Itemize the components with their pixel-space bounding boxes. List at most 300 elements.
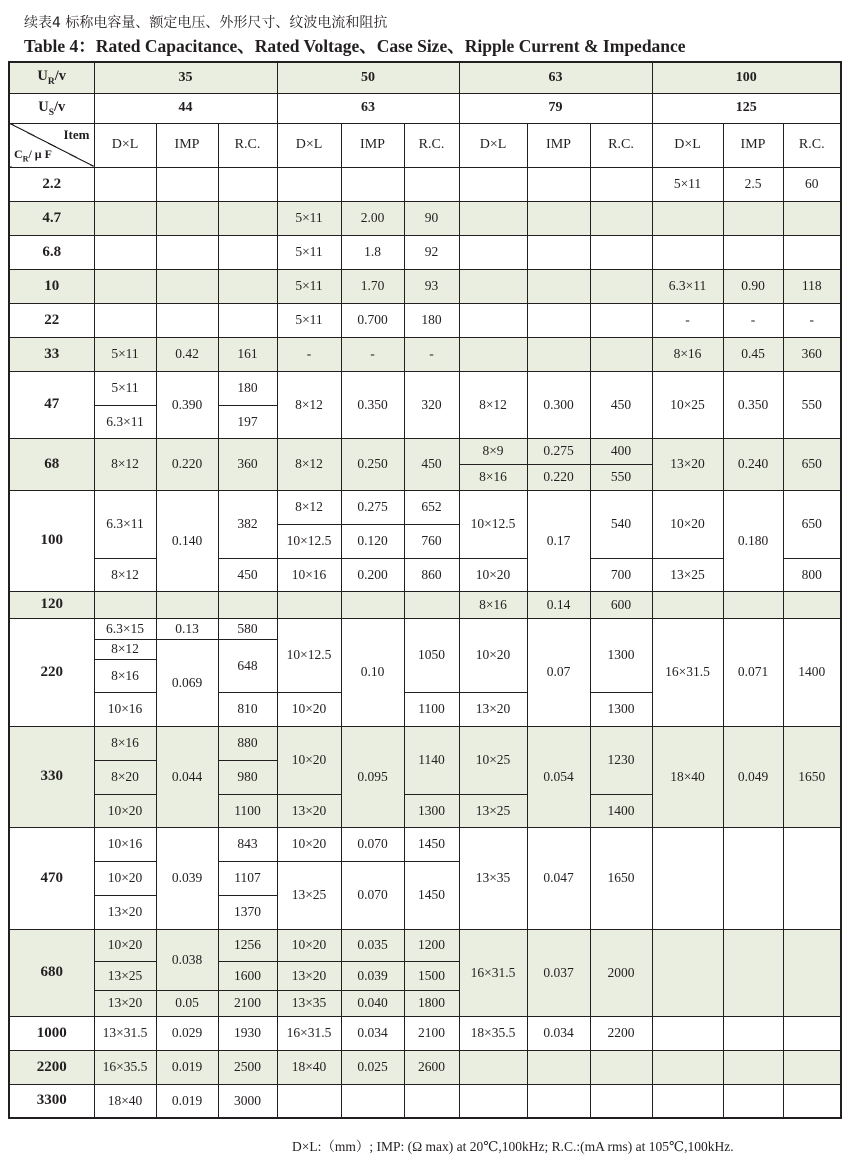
cell <box>218 269 277 303</box>
table-row <box>9 371 841 405</box>
cell <box>156 303 218 337</box>
cell: 13×35 <box>277 990 341 1016</box>
col-imp: IMP <box>156 123 218 167</box>
cell: 13×25 <box>94 961 156 990</box>
capacitance-cell: 120 <box>9 591 94 618</box>
cell: 8×12 <box>94 639 156 659</box>
cell: 1300 <box>404 794 459 827</box>
cell: 8×12 <box>277 490 341 524</box>
cell: 0.039 <box>341 961 404 990</box>
cell: 13×25 <box>459 794 527 827</box>
cell: 2200 <box>590 1016 652 1050</box>
cell <box>94 591 156 618</box>
cell <box>156 591 218 618</box>
voltage-100: 100 <box>652 62 841 93</box>
col-imp: IMP <box>341 123 404 167</box>
cell: 0.300 <box>527 371 590 438</box>
cell: 1450 <box>404 861 459 929</box>
col-rc: R.C. <box>783 123 841 167</box>
cell: - <box>723 303 783 337</box>
cell <box>156 201 218 235</box>
cell: 18×35.5 <box>459 1016 527 1050</box>
cell: 1450 <box>404 827 459 861</box>
cell: 880 <box>218 726 277 760</box>
table-title-english: Table 4：Rated Capacitance、Rated Voltage、Case Size、Ripple Current & Impedance <box>24 36 686 56</box>
cell <box>783 1084 841 1118</box>
cell: 0.390 <box>156 371 218 438</box>
cell <box>652 235 723 269</box>
cell: 450 <box>404 438 459 490</box>
surge-voltage-125: 125 <box>652 93 841 123</box>
cell: 8×16 <box>459 591 527 618</box>
cell: 980 <box>218 760 277 794</box>
cell: 1050 <box>404 618 459 692</box>
cell <box>590 1084 652 1118</box>
cell: 540 <box>590 490 652 558</box>
cell <box>94 303 156 337</box>
cell <box>277 167 341 201</box>
cell <box>218 235 277 269</box>
cell: 13×20 <box>277 794 341 827</box>
cell: 650 <box>783 438 841 490</box>
cell <box>652 1050 723 1084</box>
cell <box>459 201 527 235</box>
table-row <box>9 269 841 303</box>
cell: - <box>404 337 459 371</box>
cell: 8×20 <box>94 760 156 794</box>
cell <box>527 167 590 201</box>
cell <box>723 827 783 929</box>
cell <box>723 1016 783 1050</box>
table-row <box>9 1084 841 1118</box>
cell <box>156 269 218 303</box>
cell: 1107 <box>218 861 277 895</box>
capacitance-cell: 680 <box>9 929 94 1016</box>
cell: 0.029 <box>156 1016 218 1050</box>
cell: 8×16 <box>94 659 156 692</box>
cell: 1256 <box>218 929 277 961</box>
cell: 8×12 <box>94 558 156 591</box>
cell <box>404 167 459 201</box>
cell: 0.044 <box>156 726 218 827</box>
capacitance-cell: 3300 <box>9 1084 94 1118</box>
cell: 1.70 <box>341 269 404 303</box>
cell: 8×16 <box>652 337 723 371</box>
cell: 10×20 <box>652 490 723 558</box>
cell: 13×31.5 <box>94 1016 156 1050</box>
table-row <box>9 591 841 618</box>
cell <box>527 337 590 371</box>
cell <box>590 167 652 201</box>
cell: 400 <box>590 438 652 464</box>
cell <box>723 591 783 618</box>
table-row <box>9 558 841 591</box>
surge-voltage-label: $U_S/v$ <box>9 93 94 123</box>
cell <box>723 235 783 269</box>
cell: 180 <box>218 371 277 405</box>
cell: 450 <box>218 558 277 591</box>
cell: 650 <box>783 490 841 558</box>
cell <box>783 827 841 929</box>
cell: 5×11 <box>277 303 341 337</box>
cell: 0.095 <box>341 726 404 827</box>
col-dxl: D×L <box>277 123 341 167</box>
cell: 5×11 <box>277 269 341 303</box>
cell: 8×9 <box>459 438 527 464</box>
cell: 5×11 <box>94 371 156 405</box>
cell: 580 <box>218 618 277 639</box>
cell <box>459 235 527 269</box>
table-row <box>9 618 841 639</box>
cell: 1100 <box>404 692 459 726</box>
cell <box>459 1084 527 1118</box>
cell: 600 <box>590 591 652 618</box>
cell: 13×35 <box>459 827 527 929</box>
cell: 10×20 <box>94 861 156 895</box>
voltage-63: 63 <box>459 62 652 93</box>
cell: 0.070 <box>341 861 404 929</box>
cell: 10×12.5 <box>277 618 341 692</box>
cell: 760 <box>404 524 459 558</box>
cell <box>218 201 277 235</box>
cell: 13×25 <box>277 861 341 929</box>
cell <box>218 303 277 337</box>
cell: 2.5 <box>723 167 783 201</box>
cell: 6.3×11 <box>94 405 156 438</box>
capacitance-cell: 220 <box>9 618 94 726</box>
capacitance-cell: 68 <box>9 438 94 490</box>
cell: 0.025 <box>341 1050 404 1084</box>
cell <box>527 1084 590 1118</box>
table-row <box>9 201 841 235</box>
capacitance-cell: 1000 <box>9 1016 94 1050</box>
cell <box>590 1050 652 1084</box>
cell <box>459 167 527 201</box>
cell <box>590 337 652 371</box>
cell: 8×12 <box>277 371 341 438</box>
cell: 0.069 <box>156 639 218 726</box>
cell <box>459 269 527 303</box>
cell <box>218 591 277 618</box>
table-row <box>9 235 841 269</box>
cell <box>341 167 404 201</box>
cell: 360 <box>218 438 277 490</box>
table-row <box>9 438 841 464</box>
cell: 118 <box>783 269 841 303</box>
cell <box>527 235 590 269</box>
cell: 13×25 <box>652 558 723 591</box>
units-footnote: D×L:（mm）; IMP: (Ω max) at 20℃,100kHz; R.C.:(mA rms) at 105℃,100kHz. <box>292 1139 734 1154</box>
col-dxl: D×L <box>652 123 723 167</box>
cell <box>459 337 527 371</box>
cell: 0.070 <box>341 827 404 861</box>
cell: 0.047 <box>527 827 590 929</box>
cell: 5×11 <box>277 201 341 235</box>
cell <box>783 1050 841 1084</box>
cell: 1140 <box>404 726 459 794</box>
table-row <box>9 1050 841 1084</box>
table-row <box>9 827 841 861</box>
col-imp: IMP <box>527 123 590 167</box>
cell: 0.038 <box>156 929 218 990</box>
cell: 0.034 <box>341 1016 404 1050</box>
cell <box>527 1050 590 1084</box>
cell <box>783 1016 841 1050</box>
cell: 1600 <box>218 961 277 990</box>
cell <box>459 303 527 337</box>
cell <box>527 269 590 303</box>
surge-voltage-63: 63 <box>277 93 459 123</box>
cell <box>459 1050 527 1084</box>
cell: 0.45 <box>723 337 783 371</box>
cell: 13×20 <box>94 895 156 929</box>
cell: 2100 <box>404 1016 459 1050</box>
capacitance-cell: 100 <box>9 490 94 591</box>
capacitance-cell: 2200 <box>9 1050 94 1084</box>
item-label: Item <box>63 126 90 142</box>
cell: 0.350 <box>341 371 404 438</box>
cell: 8×12 <box>277 438 341 490</box>
col-rc: R.C. <box>218 123 277 167</box>
cell: 0.019 <box>156 1084 218 1118</box>
cell: 360 <box>783 337 841 371</box>
cell: 5×11 <box>652 167 723 201</box>
cell: 1.8 <box>341 235 404 269</box>
cell: 1200 <box>404 929 459 961</box>
capacitance-cell: 33 <box>9 337 94 371</box>
cell: 648 <box>218 639 277 692</box>
cell: 6.3×11 <box>652 269 723 303</box>
cell <box>404 1084 459 1118</box>
cell: 1100 <box>218 794 277 827</box>
capacitance-cell: 47 <box>9 371 94 438</box>
cell: 320 <box>404 371 459 438</box>
cell: 0.350 <box>723 371 783 438</box>
voltage-50: 50 <box>277 62 459 93</box>
capacitor-spec-table <box>8 61 842 1119</box>
capacitance-cell: 2.2 <box>9 167 94 201</box>
cell <box>590 201 652 235</box>
cell: 10×16 <box>277 558 341 591</box>
cell: 0.275 <box>341 490 404 524</box>
cell: 18×40 <box>652 726 723 827</box>
cell <box>590 303 652 337</box>
cell <box>341 591 404 618</box>
cell <box>404 591 459 618</box>
table-row <box>9 337 841 371</box>
cell: 6.3×11 <box>94 490 156 558</box>
cell: 1500 <box>404 961 459 990</box>
cell: 5×11 <box>277 235 341 269</box>
capacitance-unit-label: $C_R/$ μ F <box>14 147 52 164</box>
cell: 2600 <box>404 1050 459 1084</box>
cell: 0.05 <box>156 990 218 1016</box>
cell: 1650 <box>783 726 841 827</box>
cell: 10×16 <box>94 827 156 861</box>
cell: 0.180 <box>723 490 783 591</box>
cell <box>652 827 723 929</box>
table-row <box>9 929 841 961</box>
cell <box>783 591 841 618</box>
cell: 0.120 <box>341 524 404 558</box>
cell <box>341 1084 404 1118</box>
cell: 16×35.5 <box>94 1050 156 1084</box>
cell: 10×20 <box>277 827 341 861</box>
cell: 10×20 <box>94 929 156 961</box>
cell <box>652 201 723 235</box>
cell: - <box>783 303 841 337</box>
cell: 0.17 <box>527 490 590 591</box>
rated-voltage-label: $U_R/v$ <box>9 62 94 93</box>
capacitance-cell: 470 <box>9 827 94 929</box>
col-rc: R.C. <box>590 123 652 167</box>
cell <box>590 269 652 303</box>
cell: 8×16 <box>94 726 156 760</box>
cell: 18×40 <box>277 1050 341 1084</box>
cell <box>94 235 156 269</box>
cell: 2.00 <box>341 201 404 235</box>
cell: 860 <box>404 558 459 591</box>
cell: 1800 <box>404 990 459 1016</box>
col-imp: IMP <box>723 123 783 167</box>
cell: 800 <box>783 558 841 591</box>
cell <box>723 1050 783 1084</box>
capacitance-cell: 10 <box>9 269 94 303</box>
cell: 13×20 <box>652 438 723 490</box>
cell: 0.220 <box>156 438 218 490</box>
cell: 10×20 <box>459 618 527 692</box>
cell: 1300 <box>590 618 652 692</box>
cell: 8×12 <box>459 371 527 438</box>
cell: 10×25 <box>459 726 527 794</box>
capacitance-cell: 330 <box>9 726 94 827</box>
cell: 2100 <box>218 990 277 1016</box>
cell: 16×31.5 <box>652 618 723 726</box>
item-capacitance-corner <box>9 123 94 167</box>
cell <box>723 929 783 1016</box>
cell: - <box>652 303 723 337</box>
cell: 2000 <box>590 929 652 1016</box>
cell: 0.250 <box>341 438 404 490</box>
cell <box>277 1084 341 1118</box>
cell: 1230 <box>590 726 652 794</box>
cell <box>783 201 841 235</box>
cell: 92 <box>404 235 459 269</box>
cell <box>723 201 783 235</box>
cell: 13×20 <box>94 990 156 1016</box>
cell: 0.049 <box>723 726 783 827</box>
cell: - <box>341 337 404 371</box>
column-header-row <box>9 123 841 167</box>
cell <box>783 235 841 269</box>
table-row <box>9 303 841 337</box>
cell: 0.42 <box>156 337 218 371</box>
capacitance-cell: 22 <box>9 303 94 337</box>
cell: 0.019 <box>156 1050 218 1084</box>
cell: 16×31.5 <box>277 1016 341 1050</box>
cell: 1400 <box>783 618 841 726</box>
cell: 0.054 <box>527 726 590 827</box>
cell <box>94 269 156 303</box>
cell <box>527 303 590 337</box>
cell: 0.035 <box>341 929 404 961</box>
cell: 0.039 <box>156 827 218 929</box>
cell: 93 <box>404 269 459 303</box>
col-dxl: D×L <box>94 123 156 167</box>
cell: 1650 <box>590 827 652 929</box>
cell: 0.14 <box>527 591 590 618</box>
cell: 0.200 <box>341 558 404 591</box>
cell: 18×40 <box>94 1084 156 1118</box>
cell <box>218 167 277 201</box>
cell: 8×12 <box>94 438 156 490</box>
cell: 197 <box>218 405 277 438</box>
cell: 810 <box>218 692 277 726</box>
cell: 10×12.5 <box>459 490 527 558</box>
cell: 13×20 <box>459 692 527 726</box>
cell <box>156 235 218 269</box>
cell: 0.071 <box>723 618 783 726</box>
cell: 10×20 <box>459 558 527 591</box>
cell: 13×20 <box>277 961 341 990</box>
table-row <box>9 167 841 201</box>
cell: 0.140 <box>156 490 218 591</box>
cell <box>590 235 652 269</box>
cell: 843 <box>218 827 277 861</box>
table-title-chinese: 续表4 标称电容量、额定电压、外形尺寸、纹波电流和阻抗 <box>24 15 388 31</box>
voltage-35: 35 <box>94 62 277 93</box>
cell: 1300 <box>590 692 652 726</box>
cell <box>652 1084 723 1118</box>
cell: 2500 <box>218 1050 277 1084</box>
table-row <box>9 726 841 760</box>
cell: 16×31.5 <box>459 929 527 1016</box>
cell: 450 <box>590 371 652 438</box>
cell: 10×25 <box>652 371 723 438</box>
cell <box>783 929 841 1016</box>
col-dxl: D×L <box>459 123 527 167</box>
cell: 652 <box>404 490 459 524</box>
cell <box>94 167 156 201</box>
surge-voltage-79: 79 <box>459 93 652 123</box>
cell: 1370 <box>218 895 277 929</box>
cell: 550 <box>783 371 841 438</box>
rated-voltage-row <box>9 62 841 93</box>
cell <box>156 167 218 201</box>
table-row <box>9 490 841 524</box>
cell: 5×11 <box>94 337 156 371</box>
cell: 8×16 <box>459 464 527 490</box>
cell: 0.240 <box>723 438 783 490</box>
table-row <box>9 1016 841 1050</box>
cell: 0.034 <box>527 1016 590 1050</box>
cell: 0.700 <box>341 303 404 337</box>
cell: 550 <box>590 464 652 490</box>
col-rc: R.C. <box>404 123 459 167</box>
cell: 1400 <box>590 794 652 827</box>
cell: 10×20 <box>277 929 341 961</box>
cell: 700 <box>590 558 652 591</box>
cell: 90 <box>404 201 459 235</box>
cell: 161 <box>218 337 277 371</box>
cell: 0.07 <box>527 618 590 726</box>
cell: 382 <box>218 490 277 558</box>
cell: 10×20 <box>277 726 341 794</box>
capacitance-cell: 6.8 <box>9 235 94 269</box>
cell <box>723 1084 783 1118</box>
cell: 0.90 <box>723 269 783 303</box>
cell: 0.040 <box>341 990 404 1016</box>
